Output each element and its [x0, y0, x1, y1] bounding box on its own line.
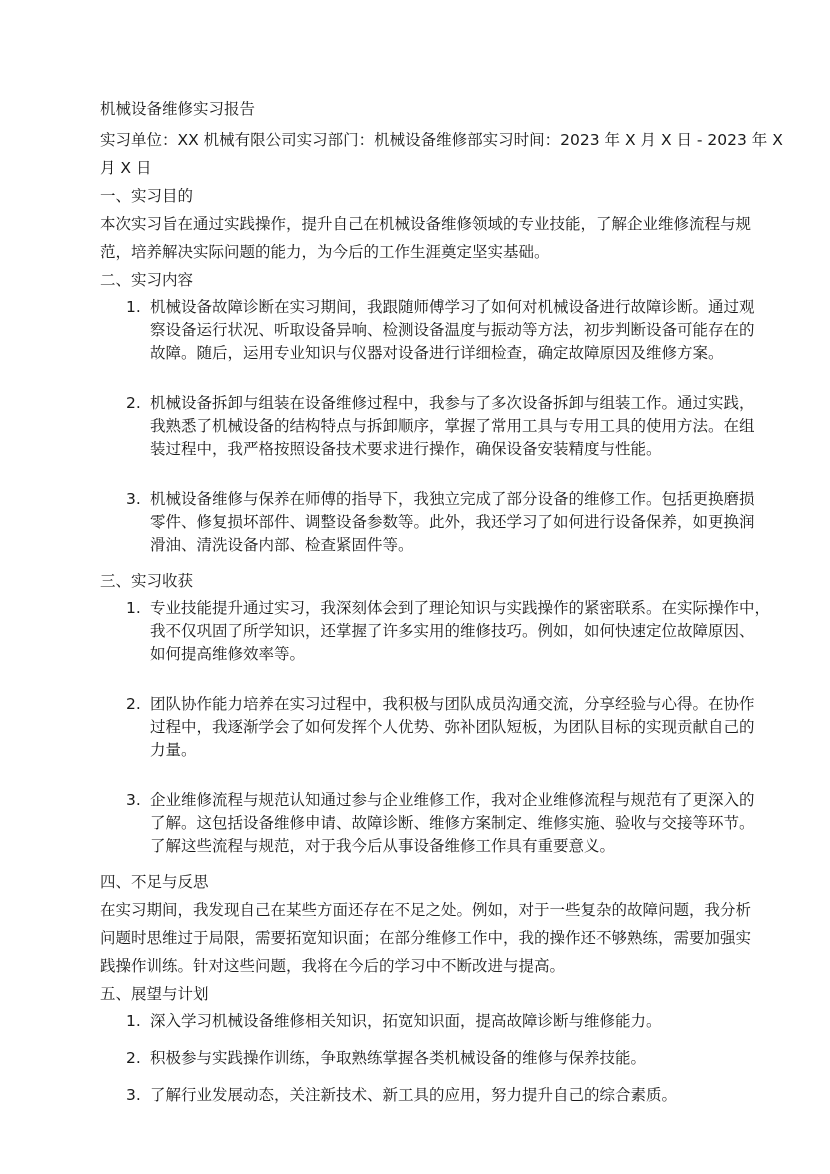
- text-line: 滑油、清洗设备内部、检查紧固件等。: [150, 536, 414, 554]
- list-number: 1.: [126, 1012, 141, 1030]
- text-line: 月 X 日: [100, 159, 152, 177]
- text-line: 范，培养解决实际问题的能力，为今后的工作生涯奠定坚实基础。: [100, 243, 550, 261]
- list-number: 3.: [126, 791, 141, 809]
- list-item: [100, 1047, 730, 1070]
- list-item: [100, 392, 755, 461]
- text-line: 力量。: [150, 741, 197, 759]
- text-line: 机械设备故障诊断在实习期间，我跟随师傅学习了如何对机械设备进行故障诊断。通过观: [150, 298, 755, 316]
- text-line: 在实习期间，我发现自己在某些方面还存在不足之处。例如，对于一些复杂的故障问题，我分析: [100, 901, 752, 919]
- text-line: 故障。随后，运用专业知识与仪器对设备进行详细检查，确定故障原因及维修方案。: [150, 344, 724, 362]
- text-line: 践操作训练。针对这些问题，我将在今后的学习中不断改进与提高。: [100, 957, 566, 975]
- section-heading-gains: 三、实习收获: [100, 572, 194, 590]
- text-line: 团队协作能力培养在实习过程中，我积极与团队成员沟通交流，分享经验与心得。在协作: [150, 695, 755, 713]
- text-line: 我熟悉了机械设备的结构特点与拆卸顺序，掌握了常用工具与专用工具的使用方法。在组: [150, 417, 755, 435]
- purpose-paragraph: [100, 210, 752, 266]
- list-number: 1.: [126, 599, 141, 617]
- section-heading-content: 二、实习内容: [100, 271, 194, 289]
- text-line: 零件、修复损坏部件、调整设备参数等。此外，我还学习了如何进行设备保养，如更换润: [150, 513, 755, 531]
- text-line: 如何提高维修效率等。: [150, 645, 306, 663]
- list-item: [100, 488, 755, 557]
- section-heading-reflection: 四、不足与反思: [100, 873, 209, 891]
- text-line: 实习单位：XX 机械有限公司实习部门：机械设备维修部实习时间：2023 年 X 月 X 日 - 2023 年 X: [100, 131, 783, 149]
- list-number: 2.: [126, 1049, 141, 1067]
- list-number: 1.: [126, 298, 141, 316]
- text-line: 装过程中，我严格按照设备技术要求进行操作，确保设备安装精度与性能。: [150, 440, 662, 458]
- text-line: 了解这些流程与规范，对于我今后从事设备维修工作具有重要意义。: [150, 837, 616, 855]
- plan-list: [100, 1010, 730, 1107]
- list-number: 2.: [126, 394, 141, 412]
- text-line: 企业维修流程与规范认知通过参与企业维修工作，我对企业维修流程与规范有了更深入的: [150, 791, 755, 809]
- text-line: 积极参与实践操作训练，争取熟练掌握各类机械设备的维修与保养技能。: [150, 1049, 647, 1067]
- document-page: [100, 96, 783, 1121]
- text-line: 本次实习旨在通过实践操作，提升自己在机械设备维修领域的专业技能，了解企业维修流程与规: [100, 215, 752, 233]
- content-list: [100, 296, 755, 557]
- list-item: [100, 1010, 730, 1033]
- section-heading-plan: 五、展望与计划: [100, 985, 209, 1003]
- list-item: [100, 597, 771, 666]
- list-item: [100, 789, 755, 858]
- text-line: 问题时思维过于局限，需要拓宽知识面；在部分维修工作中，我的操作还不够熟练，需要加强实: [100, 929, 752, 947]
- text-line: 我不仅巩固了所学知识，还掌握了许多实用的维修技巧。例如，如何快速定位故障原因、: [150, 622, 755, 640]
- text-line: 了解行业发展动态，关注新技术、新工具的应用，努力提升自己的综合素质。: [150, 1086, 678, 1104]
- list-number: 3.: [126, 490, 141, 508]
- text-line: 了解。这包括设备维修申请、故障诊断、维修方案制定、维修实施、验收与交接等环节。: [150, 814, 755, 832]
- list-number: 3.: [126, 1086, 141, 1104]
- list-item: [100, 1084, 730, 1107]
- info-paragraph: [100, 126, 783, 182]
- list-item: [100, 693, 755, 762]
- text-line: 专业技能提升通过实习，我深刻体会到了理论知识与实践操作的紧密联系。在实际操作中，: [150, 599, 771, 617]
- document-title: 机械设备维修实习报告: [100, 100, 256, 118]
- text-line: 机械设备拆卸与组装在设备维修过程中，我参与了多次设备拆卸与组装工作。通过实践，: [150, 394, 755, 412]
- list-item: [100, 296, 755, 365]
- reflection-paragraph: [100, 896, 752, 980]
- text-line: 机械设备维修与保养在师傅的指导下，我独立完成了部分设备的维修工作。包括更换磨损: [150, 490, 755, 508]
- text-line: 察设备运行状况、听取设备异响、检测设备温度与振动等方法，初步判断设备可能存在的: [150, 321, 755, 339]
- list-number: 2.: [126, 695, 141, 713]
- gains-list: [100, 597, 771, 858]
- section-heading-purpose: 一、实习目的: [100, 187, 194, 205]
- text-line: 过程中，我逐渐学会了如何发挥个人优势、弥补团队短板，为团队目标的实现贡献自己的: [150, 718, 755, 736]
- text-line: 深入学习机械设备维修相关知识，拓宽知识面，提高故障诊断与维修能力。: [150, 1012, 662, 1030]
